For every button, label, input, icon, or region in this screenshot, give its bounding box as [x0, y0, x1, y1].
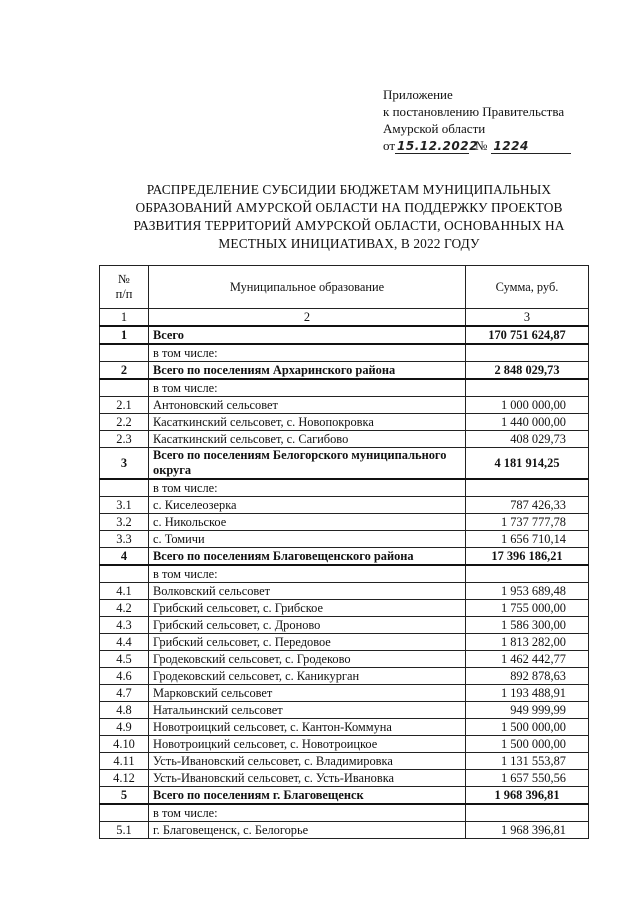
document-title: РАСПРЕДЕЛЕНИЕ СУБСИДИИ БЮДЖЕТАМ МУНИЦИПАЛЬНЫХ ОБРАЗОВАНИЙ АМУРСКОЙ ОБЛАСТИ НА ПОДДЕРЖКУ ПРОЕКТОВ РАЗВИТИЯ ТЕРРИТОРИЙ АМУРСКОЙ ОБЛАСТИ, ОСНОВАННЫХ НА МЕСТНЫХ ИНИЦИАТИВАХ, В 2022 ГОДУ — [133, 182, 565, 251]
row-municipality: Касаткинский сельсовет, с. Новопокровка — [149, 414, 466, 431]
row-municipality: Марковский сельсовет — [149, 685, 466, 702]
column-number: 2 — [149, 309, 466, 327]
row-number — [100, 565, 149, 583]
row-number: 4.8 — [100, 702, 149, 719]
table-row — [100, 548, 589, 566]
table-row — [100, 362, 589, 380]
row-number: 3.2 — [100, 514, 149, 531]
row-municipality: с. Томичи — [149, 531, 466, 548]
row-municipality: Антоновский сельсовет — [149, 397, 466, 414]
table-row — [100, 531, 589, 548]
table-row — [100, 685, 589, 702]
row-municipality: Всего по поселениям Архаринского района — [149, 362, 466, 380]
table-row — [100, 702, 589, 719]
row-sum: 787 426,33 — [466, 497, 589, 514]
table-row — [100, 634, 589, 651]
table-row — [100, 344, 589, 362]
row-sum: 892 878,63 — [466, 668, 589, 685]
table-body — [100, 326, 589, 839]
row-sum — [466, 479, 589, 497]
column-number-row — [100, 309, 589, 327]
table-row — [100, 497, 589, 514]
row-sum — [466, 344, 589, 362]
row-number: 2.3 — [100, 431, 149, 448]
row-number — [100, 479, 149, 497]
row-municipality: в том числе: — [149, 379, 466, 397]
row-sum: 1 000 000,00 — [466, 397, 589, 414]
row-sum: 1 813 282,00 — [466, 634, 589, 651]
row-number: 4.12 — [100, 770, 149, 787]
row-number: 4.3 — [100, 617, 149, 634]
row-sum: 1 500 000,00 — [466, 736, 589, 753]
row-sum: 1 500 000,00 — [466, 719, 589, 736]
row-municipality: Всего по поселениям Белогорского муниципального округа — [149, 448, 466, 480]
table-row — [100, 397, 589, 414]
row-municipality: с. Киселеозерка — [149, 497, 466, 514]
subsidy-table — [99, 265, 589, 839]
row-number: 4.10 — [100, 736, 149, 753]
row-number: 2 — [100, 362, 149, 380]
table-row — [100, 431, 589, 448]
row-municipality: Новотроицкий сельсовет, с. Новотроицкое — [149, 736, 466, 753]
table-row — [100, 770, 589, 787]
appendix-line-3: Амурской области — [383, 121, 486, 136]
table-row — [100, 448, 589, 480]
table-header-row — [100, 266, 589, 309]
row-number: 3 — [100, 448, 149, 480]
appendix-line-1: Приложение — [383, 87, 453, 102]
table-row — [100, 668, 589, 685]
table-row — [100, 617, 589, 634]
appendix-date-number-line — [383, 137, 613, 154]
row-number: 4.5 — [100, 651, 149, 668]
from-label: от — [383, 138, 396, 153]
row-municipality: Всего по поселениям г. Благовещенск — [149, 787, 466, 805]
table-row — [100, 379, 589, 397]
row-number: 4.2 — [100, 600, 149, 617]
row-municipality: Всего — [149, 326, 466, 344]
table-row — [100, 479, 589, 497]
row-sum: 1 131 553,87 — [466, 753, 589, 770]
table-row — [100, 753, 589, 770]
row-sum: 4 181 914,25 — [466, 448, 589, 480]
row-municipality: в том числе: — [149, 804, 466, 822]
row-number: 2.2 — [100, 414, 149, 431]
row-number: 4.6 — [100, 668, 149, 685]
row-municipality: Гродековский сельсовет, с. Каникурган — [149, 668, 466, 685]
table-row — [100, 414, 589, 431]
row-municipality: Усть-Ивановский сельсовет, с. Владимировка — [149, 753, 466, 770]
row-sum: 17 396 186,21 — [466, 548, 589, 566]
row-municipality: в том числе: — [149, 479, 466, 497]
row-number: 5 — [100, 787, 149, 805]
row-municipality: Усть-Ивановский сельсовет, с. Усть-Ивановка — [149, 770, 466, 787]
row-municipality: Новотроицкий сельсовет, с. Кантон-Коммуна — [149, 719, 466, 736]
row-sum: 170 751 624,87 — [466, 326, 589, 344]
row-number: 3.1 — [100, 497, 149, 514]
table-row — [100, 326, 589, 344]
row-municipality: г. Благовещенск, с. Белогорье — [149, 822, 466, 839]
column-number: 3 — [466, 309, 589, 327]
row-municipality: Касаткинский сельсовет, с. Сагибово — [149, 431, 466, 448]
row-number: 1 — [100, 326, 149, 344]
row-sum: 1 462 442,77 — [466, 651, 589, 668]
handwritten-date: 15.12.2022 — [397, 139, 478, 153]
row-sum: 1 968 396,81 — [466, 787, 589, 805]
row-sum — [466, 379, 589, 397]
row-sum: 1 440 000,00 — [466, 414, 589, 431]
row-sum: 1 193 488,91 — [466, 685, 589, 702]
row-sum: 1 737 777,78 — [466, 514, 589, 531]
row-number: 4.1 — [100, 583, 149, 600]
row-number: 4.11 — [100, 753, 149, 770]
row-municipality: Грибский сельсовет, с. Грибское — [149, 600, 466, 617]
row-sum: 1 755 000,00 — [466, 600, 589, 617]
row-sum: 1 657 550,56 — [466, 770, 589, 787]
row-sum: 1 586 300,00 — [466, 617, 589, 634]
row-sum — [466, 804, 589, 822]
row-municipality: Натальинский сельсовет — [149, 702, 466, 719]
row-sum: 2 848 029,73 — [466, 362, 589, 380]
header-sum: Сумма, руб. — [466, 266, 589, 309]
table-row — [100, 651, 589, 668]
table-row — [100, 787, 589, 805]
row-sum: 408 029,73 — [466, 431, 589, 448]
table-row — [100, 719, 589, 736]
row-municipality: с. Никольское — [149, 514, 466, 531]
row-number: 4.4 — [100, 634, 149, 651]
row-number: 4 — [100, 548, 149, 566]
table-row — [100, 736, 589, 753]
row-number — [100, 804, 149, 822]
row-sum: 1 953 689,48 — [466, 583, 589, 600]
table-row — [100, 514, 589, 531]
row-sum: 1 656 710,14 — [466, 531, 589, 548]
row-number: 3.3 — [100, 531, 149, 548]
row-number: 5.1 — [100, 822, 149, 839]
row-sum — [466, 565, 589, 583]
row-municipality: в том числе: — [149, 344, 466, 362]
row-number: 4.9 — [100, 719, 149, 736]
table-row — [100, 804, 589, 822]
appendix-line-2: к постановлению Правительства — [383, 104, 565, 119]
number-label: № — [475, 138, 488, 153]
header-number: № п/п — [100, 266, 149, 309]
table-row — [100, 600, 589, 617]
table-row — [100, 565, 589, 583]
column-number: 1 — [100, 309, 149, 327]
row-municipality: Волковский сельсовет — [149, 583, 466, 600]
row-number — [100, 344, 149, 362]
header-municipality: Муниципальное образование — [149, 266, 466, 309]
table-row — [100, 583, 589, 600]
appendix-block — [383, 86, 613, 154]
handwritten-number: 1224 — [491, 139, 571, 154]
row-municipality: Гродековский сельсовет, с. Гродеково — [149, 651, 466, 668]
row-municipality: Грибский сельсовет, с. Передовое — [149, 634, 466, 651]
table-row — [100, 822, 589, 839]
row-municipality: в том числе: — [149, 565, 466, 583]
row-number: 2.1 — [100, 397, 149, 414]
row-municipality: Всего по поселениям Благовещенского района — [149, 548, 466, 566]
row-number: 4.7 — [100, 685, 149, 702]
row-sum: 1 968 396,81 — [466, 822, 589, 839]
row-municipality: Грибский сельсовет, с. Дроново — [149, 617, 466, 634]
row-number — [100, 379, 149, 397]
row-sum: 949 999,99 — [466, 702, 589, 719]
